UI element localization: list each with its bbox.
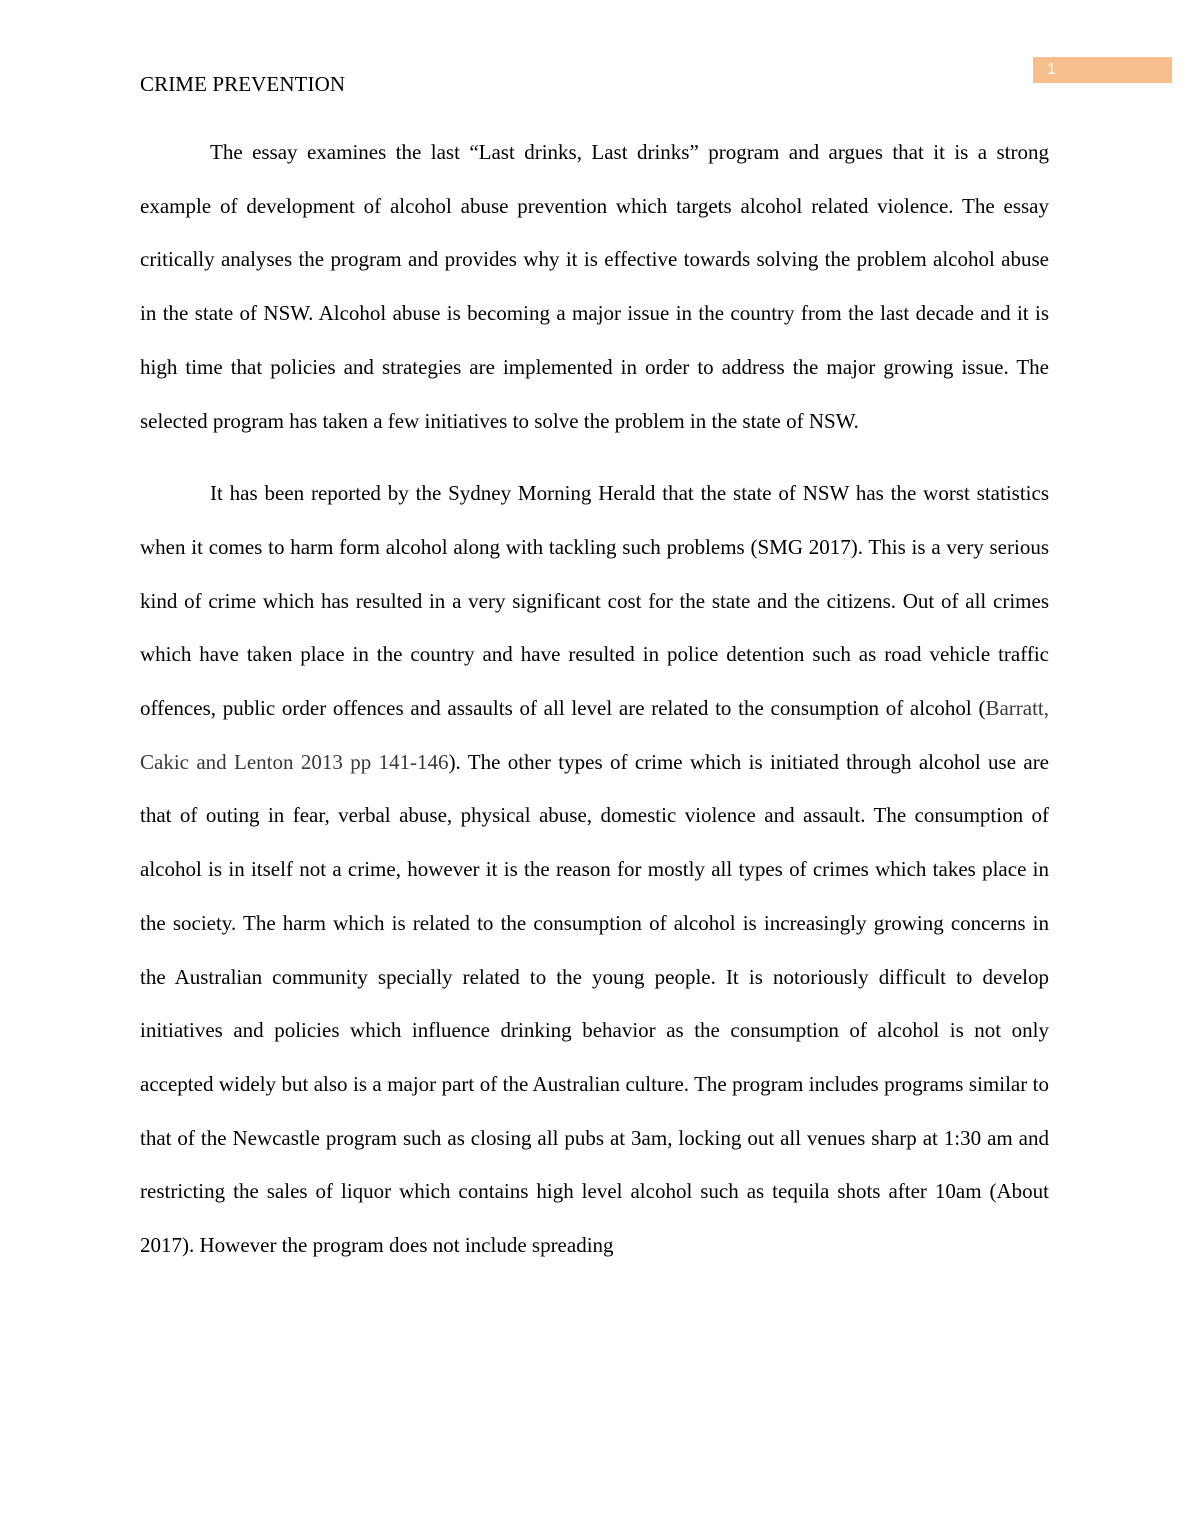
page-number: 1	[1047, 61, 1056, 78]
paragraph-2	[140, 467, 1049, 1273]
page-number-box	[1033, 57, 1172, 83]
paragraph-1: The essay examines the last “Last drinks, Last drinks” program and argues that it is a strong example of development of alcohol abuse prevention which targets alcohol related violence. The essay critically analyses the program and provides why it is effective towards solving the problem alcohol abuse in the state of NSW. Alcohol abuse is becoming a major issue in the country from the last decade and it is high time that policies and strategies are implemented in order to address the major growing issue. The selected program has taken a few initiatives to solve the problem in the state of NSW.	[140, 140, 1049, 433]
body-text	[140, 126, 1049, 1273]
citation: Barratt, Cakic and Lenton 2013 pp 141-146	[140, 696, 1049, 774]
paragraph-2-text-start: It has been reported by the Sydney Morning Herald that the state of NSW has the worst statistics when it comes to harm form alcohol along with tackling such problems (SMG 2017). This is a very serious kind of crime which has resulted in a very significant cost for the state and the citizens. Out of all crimes which have taken place in the country and have resulted in police detention such as road vehicle traffic offences, public order offences and assaults of all level are related to the consumption of alcohol (	[140, 481, 1049, 721]
paragraph-2-text-end: ). The other types of crime which is initiated through alcohol use are that of outing in fear, verbal abuse, physical abuse, domestic violence and assault. The consumption of alcohol is in itself not a crime, however it is the reason for mostly all types of crimes which takes place in the society. The harm which is related to the consumption of alcohol is increasingly growing concerns in the Australian community specially related to the young people. It is notoriously difficult to develop initiatives and policies which influence drinking behavior as the consumption of alcohol is not only accepted widely but also is a major part of the Australian culture. The program includes programs similar to that of the Newcastle program such as closing all pubs at 3am, locking out all venues sharp at 1:30 am and restricting the sales of liquor which contains high level alcohol such as tequila shots after 10am (About 2017). However the program does not include spreading	[140, 749, 1050, 1258]
running-head: CRIME PREVENTION	[140, 72, 346, 96]
